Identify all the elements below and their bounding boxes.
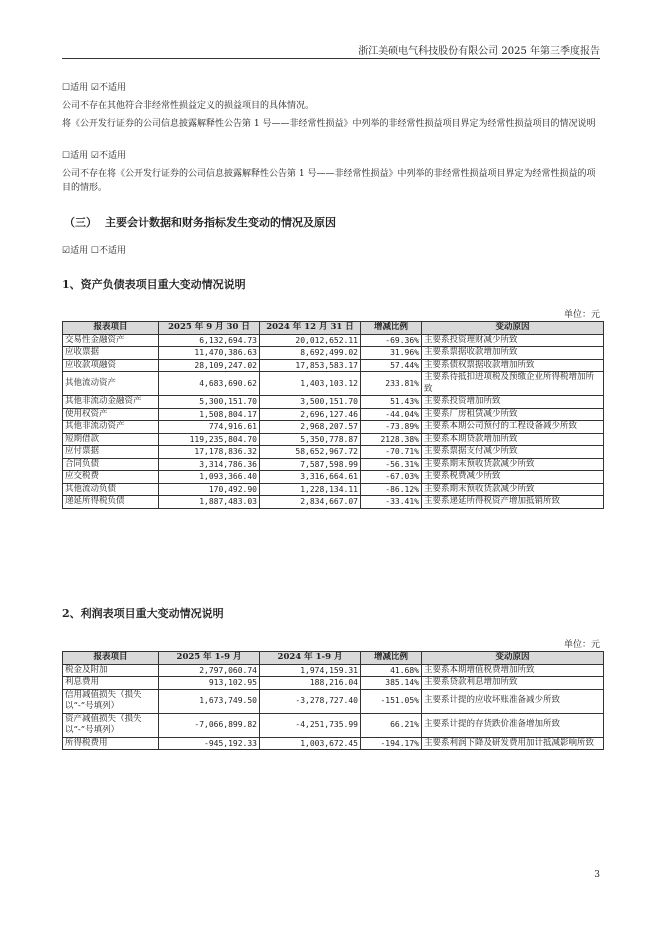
applicability-1: ☐适用 ☑不适用	[62, 83, 126, 93]
current-cell: 170,492.90	[159, 483, 260, 496]
reason-cell: 主要系票据收款增加所致	[422, 347, 604, 360]
item-cell: 交易性金融资产	[63, 334, 159, 347]
reason-cell: 主要系期末预收货款减少所致	[422, 458, 604, 471]
section-heading	[62, 214, 336, 230]
item-cell: 其他非流动资产	[63, 421, 159, 434]
current-cell: 774,916.61	[159, 421, 260, 434]
change-cell: -67.03%	[361, 471, 422, 484]
current-cell: 17,178,836.32	[159, 446, 260, 459]
table-row	[63, 372, 604, 396]
balance-sheet-table	[62, 321, 604, 509]
change-cell: 385.14%	[361, 677, 422, 690]
income-header-prior: 2024 年 1-9 月	[260, 652, 361, 665]
income-statement-table	[62, 651, 604, 750]
change-cell: -70.71%	[361, 446, 422, 459]
current-cell: 913,102.95	[159, 677, 260, 690]
reason-cell: 主要系投资理财减少所致	[422, 334, 604, 347]
income-unit-label: 单位：元	[563, 640, 600, 650]
change-cell: -73.89%	[361, 421, 422, 434]
table-row	[63, 433, 604, 446]
current-cell: 1,508,804.17	[159, 408, 260, 421]
prior-cell: 1,228,134.11	[260, 483, 361, 496]
reason-cell: 主要系税费减少所致	[422, 471, 604, 484]
reason-cell: 主要系期末预收货款减少所致	[422, 483, 604, 496]
current-cell: -7,066,899.82	[159, 713, 260, 737]
item-cell: 其他非流动金融资产	[63, 396, 159, 409]
change-cell: -56.31%	[361, 458, 422, 471]
change-cell: 57.44%	[361, 359, 422, 372]
table-row	[63, 737, 604, 750]
current-cell: 1,093,366.40	[159, 471, 260, 484]
prior-cell: 1,403,103.12	[260, 372, 361, 396]
table-row	[63, 334, 604, 347]
prior-cell: 2,968,207.57	[260, 421, 361, 434]
change-cell: -86.12%	[361, 483, 422, 496]
table-row	[63, 446, 604, 459]
reason-cell: 主要系待抵扣进项税及预缴企业所得税增加所致	[422, 372, 604, 396]
item-cell: 信用减值损失（损失以“-”号填列）	[63, 689, 159, 713]
table-row	[63, 458, 604, 471]
income-header-reason: 变动原因	[422, 652, 604, 665]
item-cell: 其他流动负债	[63, 483, 159, 496]
section-title: 主要会计数据和财务指标发生变动的情况及原因	[105, 216, 336, 229]
prior-cell: 3,316,664.61	[260, 471, 361, 484]
balance-header-reason: 变动原因	[422, 322, 604, 335]
current-cell: 1,887,483.03	[159, 496, 260, 509]
table-row	[63, 471, 604, 484]
applicability-2: ☐适用 ☑不适用	[62, 151, 126, 161]
item-cell: 应收款项融资	[63, 359, 159, 372]
current-cell: 5,300,151.70	[159, 396, 260, 409]
reason-cell: 主要系计提的应收坏账准备减少所致	[422, 689, 604, 713]
item-cell: 资产减值损失（损失以“-”号填列）	[63, 713, 159, 737]
income-statement-heading: 2、利润表项目重大变动情况说明	[62, 607, 224, 620]
table-row	[63, 396, 604, 409]
prior-cell: -3,278,727.40	[260, 689, 361, 713]
table-row	[63, 496, 604, 509]
prior-cell: 1,974,159.31	[260, 664, 361, 677]
change-cell: -69.36%	[361, 334, 422, 347]
reason-cell: 主要系本期贷款增加所致	[422, 433, 604, 446]
prior-cell: 58,652,967.72	[260, 446, 361, 459]
prior-cell: 8,692,499.02	[260, 347, 361, 360]
change-cell: -33.41%	[361, 496, 422, 509]
paragraph-other-nonrecurring: 公司不存在其他符合非经常性损益定义的损益项目的具体情况。	[62, 101, 315, 111]
change-cell: 51.43%	[361, 396, 422, 409]
header-divider	[62, 58, 600, 59]
table-row	[63, 347, 604, 360]
prior-cell: 2,834,667.07	[260, 496, 361, 509]
balance-header-change: 增减比例	[361, 322, 422, 335]
page-header: 浙江美硕电气科技股份有限公司 2025 年第三季度报告	[358, 46, 600, 57]
balance-header-prior: 2024 年 12 月 31 日	[260, 322, 361, 335]
reason-cell: 主要系投资增加所致	[422, 396, 604, 409]
prior-cell: 1,003,672.45	[260, 737, 361, 750]
prior-cell: 188,216.04	[260, 677, 361, 690]
reason-cell: 主要系贷款利息增加所致	[422, 677, 604, 690]
table-row	[63, 359, 604, 372]
reason-cell: 主要系本期公司预付的工程设备减少所致	[422, 421, 604, 434]
current-cell: 28,109,247.02	[159, 359, 260, 372]
reason-cell: 主要系递延所得税资产增加抵销所致	[422, 496, 604, 509]
reason-cell: 主要系票据支付减少所致	[422, 446, 604, 459]
table-row	[63, 483, 604, 496]
balance-header-item: 报表项目	[63, 322, 159, 335]
table-row	[63, 421, 604, 434]
current-cell: 4,683,690.62	[159, 372, 260, 396]
balance-header-current: 2025 年 9 月 30 日	[159, 322, 260, 335]
item-cell: 所得税费用	[63, 737, 159, 750]
item-cell: 税金及附加	[63, 664, 159, 677]
change-cell: 233.81%	[361, 372, 422, 396]
item-cell: 应交税费	[63, 471, 159, 484]
reason-cell: 主要系利润下降及研发费用加计抵减影响所致	[422, 737, 604, 750]
change-cell: 31.96%	[361, 347, 422, 360]
income-header-item: 报表项目	[63, 652, 159, 665]
current-cell: -945,192.33	[159, 737, 260, 750]
change-cell: -44.04%	[361, 408, 422, 421]
current-cell: 1,673,749.50	[159, 689, 260, 713]
item-cell: 递延所得税负债	[63, 496, 159, 509]
prior-cell: 20,012,652.11	[260, 334, 361, 347]
item-cell: 合同负债	[63, 458, 159, 471]
item-cell: 短期借款	[63, 433, 159, 446]
item-cell: 应付票据	[63, 446, 159, 459]
prior-cell: -4,251,735.99	[260, 713, 361, 737]
table-row	[63, 713, 604, 737]
prior-cell: 17,853,583.17	[260, 359, 361, 372]
reason-cell: 主要系本期增值税费增加所致	[422, 664, 604, 677]
reason-cell: 主要系债权票据收款增加所致	[422, 359, 604, 372]
current-cell: 6,132,694.73	[159, 334, 260, 347]
current-cell: 3,314,786.36	[159, 458, 260, 471]
prior-cell: 7,587,598.99	[260, 458, 361, 471]
reason-cell: 主要系计提的存货跌价准备增加所致	[422, 713, 604, 737]
table-row	[63, 408, 604, 421]
prior-cell: 2,696,127.46	[260, 408, 361, 421]
balance-header-row	[63, 322, 604, 335]
page-number: 3	[594, 870, 600, 880]
change-cell: -151.05%	[361, 689, 422, 713]
table-row	[63, 689, 604, 713]
balance-sheet-heading: 1、资产负债表项目重大变动情况说明	[62, 278, 246, 291]
balance-unit-label: 单位：元	[563, 310, 600, 320]
income-header-current: 2025 年 1-9 月	[159, 652, 260, 665]
item-cell: 利息费用	[63, 677, 159, 690]
section-number: （三）	[64, 216, 97, 229]
change-cell: 2128.38%	[361, 433, 422, 446]
change-cell: -194.17%	[361, 737, 422, 750]
paragraph-no-reclassification: 公司不存在将《公开发行证券的公司信息披露解释性公告第 1 号——非经常性损益》中列举的非经常性损益项目界定为经常性损益的项目的情形。	[62, 169, 596, 193]
current-cell: 119,235,804.70	[159, 433, 260, 446]
table-row	[63, 664, 604, 677]
reason-cell: 主要系厂房租赁减少所致	[422, 408, 604, 421]
current-cell: 11,470,386.63	[159, 347, 260, 360]
item-cell: 使用权资产	[63, 408, 159, 421]
paragraph-reclassification-title: 将《公开发行证券的公司信息披露解释性公告第 1 号——非经常性损益》中列举的非经常性损益项目界定为经常性损益项目的情况说明	[62, 119, 596, 129]
table-row	[63, 677, 604, 690]
change-cell: 66.21%	[361, 713, 422, 737]
applicability-3: ☑适用 ☐不适用	[62, 246, 126, 256]
income-header-row	[63, 652, 604, 665]
item-cell: 应收票据	[63, 347, 159, 360]
item-cell: 其他流动资产	[63, 372, 159, 396]
current-cell: 2,797,060.74	[159, 664, 260, 677]
prior-cell: 5,350,778.87	[260, 433, 361, 446]
income-header-change: 增减比例	[361, 652, 422, 665]
prior-cell: 3,500,151.70	[260, 396, 361, 409]
change-cell: 41.68%	[361, 664, 422, 677]
